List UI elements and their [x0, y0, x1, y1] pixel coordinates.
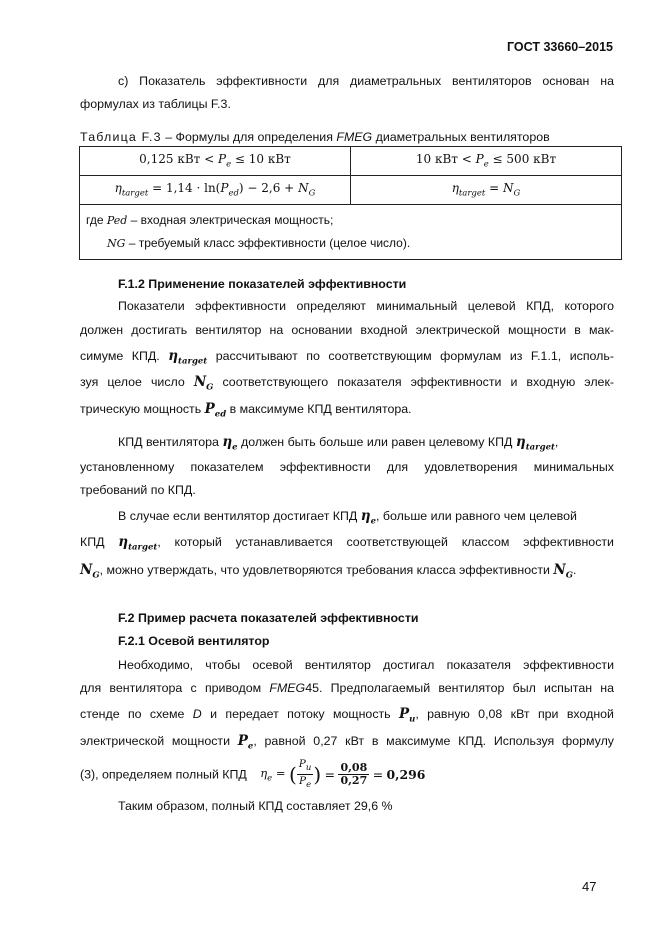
f12-p2-line1: КПД вентилятора $\eta_e$ должен быть больше или равен целевому КПД $\eta_{target}$, [118, 434, 559, 453]
f21-line3: стенде по схеме D и передает потоку мощность $P_u$, равную 0,08 кВт при входной [80, 706, 614, 725]
table-caption-end: диаметральных вентиляторов [372, 130, 550, 144]
table-caption-fmeg: FMEG [336, 130, 373, 144]
note-ped: где Ped – входная электрическая мощность; [86, 213, 334, 227]
f21-line1: Необходимо, чтобы осевой вентилятор достигал показателя эффективности [118, 658, 614, 672]
f21-line6: Таким образом, полный КПД составляет 29,6 % [118, 799, 393, 813]
table-notes [80, 205, 622, 260]
col2-header: 10 кВт < $P_e \le 500$ кВт [351, 147, 622, 176]
section-f2-title: F.2 Пример расчета показателей эффективности [118, 611, 419, 625]
intro-line-2: формулах из таблицы F.3. [80, 97, 231, 111]
table-caption-number: Таблица F.3 [80, 130, 162, 144]
f21-line2: для вентилятора с приводом FMEG45. Предполагаемый вентилятор был испытан на [80, 681, 615, 695]
f21-line5: (3), определяем полный КПД $\eta_e$ = ( $\frac{P_u}{P_e}$ ) = $\frac{0,08}{0,27}$ = 0,296 [80, 758, 426, 791]
f12-p2-line2: установленному показателем эффективности для удовлетворения минимальных [80, 460, 614, 474]
f21-line4: электрической мощности $P_e$, равной 0,27 кВт в максимуме КПД. Используя формулу [80, 733, 614, 752]
formula-table [79, 146, 622, 260]
f12-p1-line4: зуя целое число $N_G$ соответствующего показателя эффективности и входную элек- [80, 374, 614, 393]
table-caption [80, 130, 614, 144]
f12-p1-line2: должен достигать вентилятор на основании входной электрической мощности в мак- [80, 323, 614, 337]
document-code: ГОСТ 33660–2015 [507, 40, 613, 54]
col1-header: 0,125 кВт < $P_e \le 10$ кВт [80, 147, 351, 176]
f12-p3-line1: В случае если вентилятор достигает КПД $\eta_e$, больше или равного чем целевой [118, 508, 577, 527]
col2-formula: $\eta_{target} = N_G$ [351, 176, 622, 205]
f12-p3-line2: КПД $\eta_{target}$, который устанавливается соответствующей классом эффективности [80, 534, 614, 553]
f12-p2-line3: требований по КПД. [80, 483, 196, 497]
page-number: 47 [582, 879, 597, 894]
intro-line-1: c) Показатель эффективности для диаметральных вентиляторов основан на [118, 74, 614, 88]
table-caption-text: – Формулы для определения [161, 130, 337, 144]
col1-formula: $\eta_{target} = 1,14 \cdot \ln(P_{ed}) - 2,6 + N_G$ [80, 176, 351, 205]
note-ng: NG – требуемый класс эффективности (целое число). [107, 236, 411, 250]
section-f12-title: F.1.2 Применение показателей эффективности [118, 277, 407, 291]
f12-p1-line5: трическую мощность $P_{ed}$ в максимуме КПД вентилятора. [80, 401, 412, 420]
f12-p3-line3: $N_G$, можно утверждать, что удовлетворяются требования класса эффективности $N_G$. [80, 562, 577, 581]
f12-p1-line3: симуме КПД. $\eta_{target}$ рассчитывают по соответствующим формулам из F.1.1, исполь- [80, 348, 614, 367]
section-f21-title: F.2.1 Осевой вентилятор [118, 634, 270, 648]
f12-p1-line1: Показатели эффективности определяют минимальный целевой КПД, которого [118, 299, 614, 313]
